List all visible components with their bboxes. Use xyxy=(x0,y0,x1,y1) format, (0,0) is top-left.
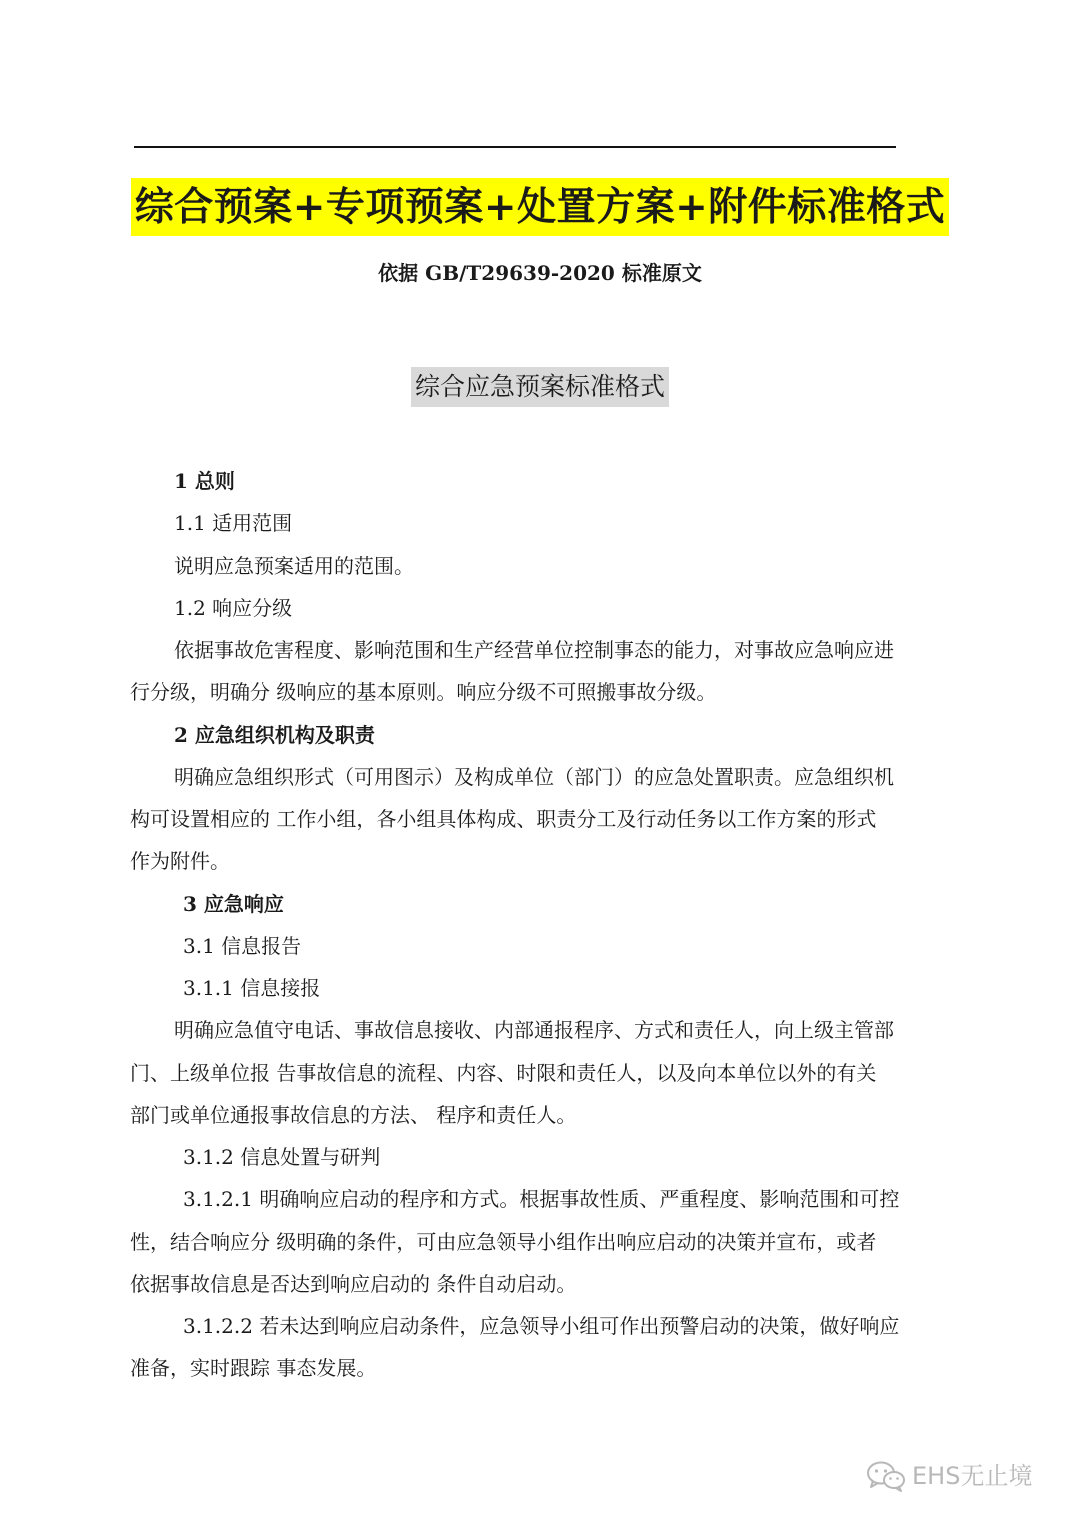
top-rule xyxy=(134,146,896,148)
subtitle: 依据 GB/T29639-2020 标准原文 xyxy=(378,261,702,285)
heading-1-general: 1 总则 xyxy=(174,469,235,493)
heading-1-2-response-level: 1.2 响应分级 xyxy=(174,596,293,620)
section-title-text: 综合应急预案标准格式 xyxy=(411,367,669,407)
paragraph-response-level-line-1: 依据事故危害程度、影响范围和生产经营单位控制事态的能力，对事故应急响应进 xyxy=(174,638,894,662)
heading-3-1-1-info-receive: 3.1.1 信息接报 xyxy=(183,976,321,1000)
paragraph-3-1-2-1-line-1: 3.1.2.1 明确响应启动的程序和方式。根据事故性质、严重程度、影响范围和可控 xyxy=(183,1187,900,1211)
paragraph-info-receive-line-1: 明确应急值守电话、事故信息接收、内部通报程序、方式和责任人，向上级主管部 xyxy=(174,1018,894,1042)
paragraph-organization-line-2: 构可设置相应的 工作小组，各小组具体构成、职责分工及行动任务以工作方案的形式 xyxy=(130,807,877,831)
heading-1-1-scope: 1.1 适用范围 xyxy=(174,511,293,535)
heading-3-1-2-info-handling: 3.1.2 信息处置与研判 xyxy=(183,1145,381,1169)
paragraph-3-1-2-1-line-3: 依据事故信息是否达到响应启动的 条件自动启动。 xyxy=(130,1272,577,1296)
paragraph-3-1-2-2-line-1: 3.1.2.2 若未达到响应启动条件，应急领导小组可作出预警启动的决策，做好响应 xyxy=(183,1314,900,1338)
watermark-text: EHS无止境 xyxy=(912,1462,1033,1490)
main-title xyxy=(0,178,1080,236)
paragraph-3-1-2-1-line-2: 性，结合响应分 级明确的条件，可由应急领导小组作出响应启动的决策并宣布，或者 xyxy=(130,1230,877,1254)
paragraph-response-level-line-2: 行分级，明确分 级响应的基本原则。响应分级不可照搬事故分级。 xyxy=(130,680,717,704)
paragraph-3-1-2-2-line-2: 准备，实时跟踪 事态发展。 xyxy=(130,1356,377,1380)
paragraph-info-receive-line-3: 部门或单位通报事故信息的方法、 程序和责任人。 xyxy=(130,1103,577,1127)
paragraph-info-receive-line-2: 门、上级单位报 告事故信息的流程、内容、时限和责任人，以及向本单位以外的有关 xyxy=(130,1061,877,1085)
watermark xyxy=(866,1460,1032,1492)
section-title xyxy=(0,367,1080,407)
heading-3-response: 3 应急响应 xyxy=(183,892,284,916)
heading-2-organization: 2 应急组织机构及职责 xyxy=(174,723,375,747)
paragraph-organization-line-1: 明确应急组织形式（可用图示）及构成单位（部门）的应急处置职责。应急组织机 xyxy=(174,765,894,789)
paragraph-scope: 说明应急预案适用的范围。 xyxy=(174,554,414,578)
wechat-icon xyxy=(866,1460,906,1492)
main-title-text: 综合预案+专项预案+处置方案+附件标准格式 xyxy=(131,178,950,236)
heading-3-1-info-report: 3.1 信息报告 xyxy=(183,934,302,958)
paragraph-organization-line-3: 作为附件。 xyxy=(130,849,230,873)
